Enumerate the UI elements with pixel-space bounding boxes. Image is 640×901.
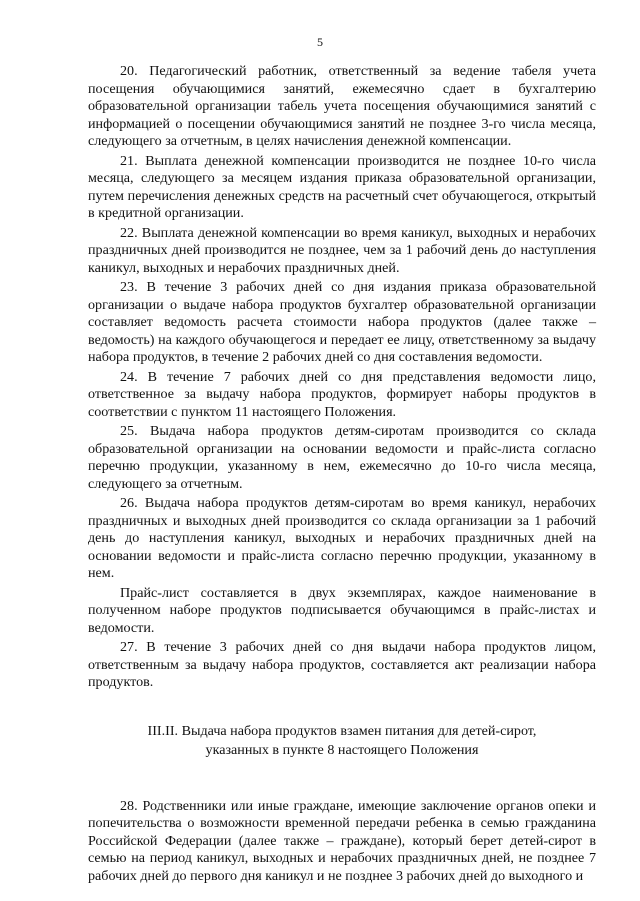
paragraph-26: 26. Выдача набора продуктов детям-сиротам во время каникул, нерабочих праздничных и выходных дней производится со склада организации за 1 рабочий день до наступления каникул, выходных и нерабочих праздничных дней на основании ведомости и прайс-листа согласно перечню продукции, указанному в нем.	[88, 495, 596, 581]
paragraph-21: 21. Выплата денежной компенсации производится не позднее 10-го числа месяца, следующего за месяцем издания приказа образовательной организации, путем перечисления денежных средств на расчетный счет обучающегося, открытый в кредитной организации.	[88, 152, 596, 221]
paragraph-23: 23. В течение 3 рабочих дней со дня издания приказа образовательной организации о выдаче набора продуктов бухгалтер образовательной организации составляет ведомость расчета стоимости набора продуктов (далее также – ведомость) на каждого обучающегося и передает ее лицу, ответственному за выдачу набора продуктов, в течение 2 рабочих дней со дня составления ведомости.	[88, 279, 596, 365]
section-heading	[88, 722, 596, 760]
section-heading-line-1: III.II. Выдача набора продуктов взамен питания для детей-сирот,	[147, 722, 537, 739]
paragraph-28: 28. Родственники или иные граждане, имеющие заключение органов опеки и попечительства о возможности временной передачи ребенка в семью гражданина Российской Федерации (далее также – граждане), который берет детей-сирот в семью на период каникул, выходных и нерабочих праздничных дней, не позднее 7 рабочих дней до первого дня каникул и не позднее 3 рабочих дней до выходного и	[88, 797, 596, 884]
document-body	[88, 63, 596, 887]
paragraph-22: 22. Выплата денежной компенсации во время каникул, выходных и нерабочих праздничных дней производится не позднее, чем за 1 рабочий день до наступления каникул, выходных и нерабочих праздничных дней.	[88, 224, 596, 276]
paragraph-27: 27. В течение 3 рабочих дней со дня выдачи набора продуктов лицом, ответственным за выдачу набора продуктов, составляется акт реализации набора продуктов.	[88, 639, 596, 690]
paragraph-26-price-list: Прайс-лист составляется в двух экземплярах, каждое наименование в полученном наборе продуктов подписывается обучающимся в прайс-листах и ведомости.	[88, 584, 596, 636]
section-heading-line-2: указанных в пункте 8 настоящего Положения	[205, 741, 479, 758]
paragraph-20: 20. Педагогический работник, ответственный за ведение табеля учета посещения обучающимися занятий, ежемесячно сдает в бухгалтерию образовательной организации табель учета посещения обучающимися занятий с информацией о посещении обучающимися занятий не позднее 3-го числа месяца, следующего за отчетным, в целях начисления денежной компенсации.	[88, 63, 596, 149]
paragraph-24: 24. В течение 7 рабочих дней со дня представления ведомости лицо, ответственное за выдачу набора продуктов, формирует наборы продуктов в соответствии с пунктом 11 настоящего Положения.	[88, 368, 596, 420]
page-number: 5	[317, 35, 323, 49]
paragraph-25: 25. Выдача набора продуктов детям-сиротам производится со склада образовательной организации на основании ведомости и прайс-листа согласно перечню продукции, указанному в нем, ежемесячно до 10-го числа месяца, следующего за отчетным.	[88, 423, 596, 492]
